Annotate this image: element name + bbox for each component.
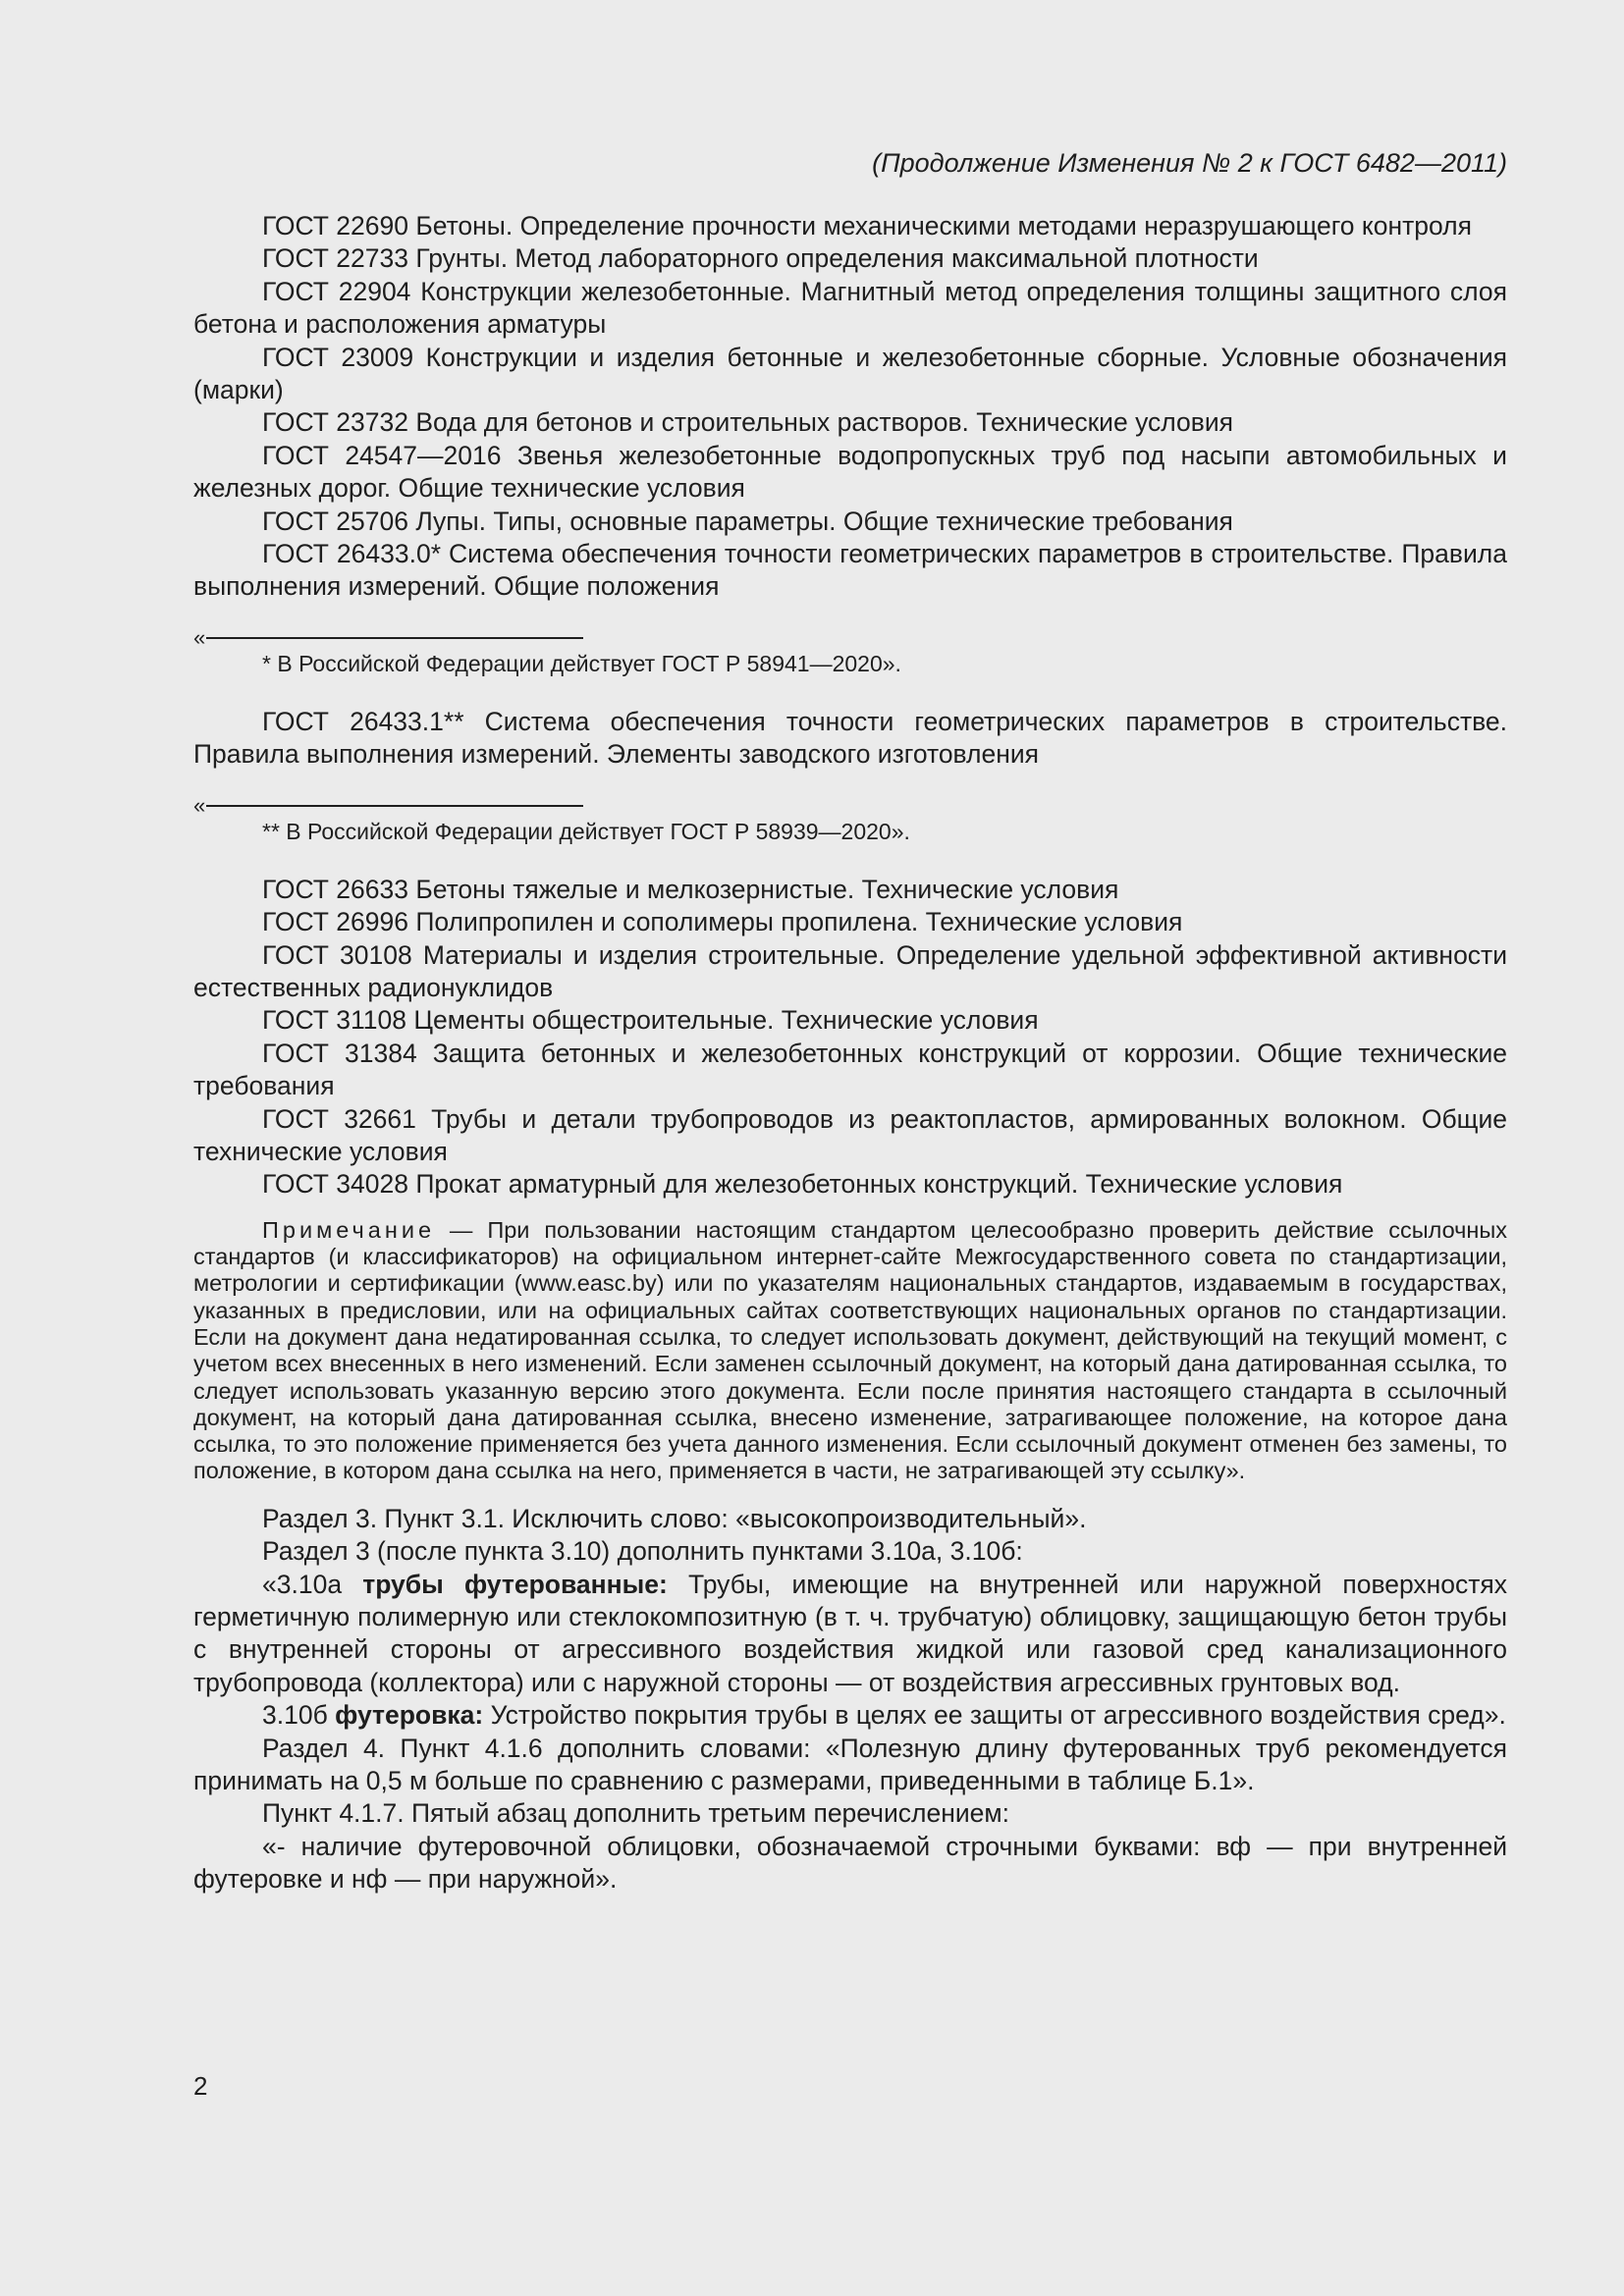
reference-gost-26996: ГОСТ 26996 Полипропилен и сополимеры пропилена. Технические условия (262, 907, 1183, 937)
references-group-3 (193, 874, 1507, 1201)
definition-text: Устройство покрытия трубы в целях ее защиты от агрессивного воздействия сред». (483, 1700, 1506, 1731)
definition-3-10a (193, 1569, 1507, 1700)
reference-gost-26433-1: ГОСТ 26433.1** Система обеспечения точности геометрических параметров в строительстве. Правила выполнения измерений. Элементы заводского изготовления (193, 706, 1507, 770)
page-number: 2 (193, 2071, 208, 2101)
reference-gost-32661: ГОСТ 32661 Трубы и детали трубопроводов из реактопластов, армированных волокном. Общие технические условия (193, 1103, 1507, 1166)
definition-3-10b (193, 1699, 1507, 1732)
continuation-header: (Продолжение Изменения № 2 к ГОСТ 6482—2011) (872, 148, 1507, 178)
item-4-1-7-text: «- наличие футеровочной облицовки, обозначаемой строчными буквами: вф — при внутренней футеровке и нф — при наружной». (193, 1831, 1507, 1895)
definition-term: трубы футерованные: (362, 1569, 668, 1599)
document-body (193, 210, 1507, 1896)
note-label: Примечание (262, 1216, 436, 1243)
reference-gost-31384: ГОСТ 31384 Защита бетонных и железобетонных конструкций от коррозии. Общие технические требования (193, 1038, 1507, 1101)
footnote-separator (193, 792, 1507, 818)
reference-gost-23732: ГОСТ 23732 Вода для бетонов и строительных растворов. Технические условия (262, 407, 1234, 438)
section3-item-change: Раздел 3. Пункт 3.1. Исключить слово: «высокопроизводительный». (262, 1503, 1087, 1533)
reference-gost-31108: ГОСТ 31108 Цементы общестроительные. Технические условия (262, 1005, 1039, 1036)
definition-text: Трубы, имеющие на внутренней или наружной поверхностях герметичную полимерную или стеклокомпозитную (в т. ч. трубчатую) облицовку, защищающую бетон трубы с внутренней стороны от агрессивного воздействия жидкой или газовой сред канализационного трубопровода (коллектора) или с наружной стороны — от воздействия агрессивных грунтовых вод. (193, 1569, 1508, 1697)
item-4-1-7-change: Пункт 4.1.7. Пятый абзац дополнить третьим перечислением: (262, 1798, 1009, 1829)
reference-gost-23009: ГОСТ 23009 Конструкции и изделия бетонные и железобетонные сборные. Условные обозначения (марки) (193, 342, 1507, 405)
note-block (193, 1217, 1507, 1485)
references-group-1 (193, 210, 1507, 604)
reference-gost-26433-0: ГОСТ 26433.0* Система обеспечения точности геометрических параметров в строительстве. Правила выполнения измерений. Общие положения (193, 539, 1507, 602)
footnote-2 (193, 792, 1507, 846)
footnote-text: * В Российской Федерации действует ГОСТ Р 58941—2020». (262, 650, 901, 676)
footnote-quote-mark: « (193, 792, 206, 818)
note-text: — При пользовании настоящим стандартом целесообразно проверить действие ссылочных стандартов (и классификаторов) на официальном интернет-сайте Межгосударственного совета по стандартизации, метрологии и сертификации (www.easc.by) или по указателям национальных стандартов, издаваемым в государствах, указанных в предисловии, или на официальных сайтах соответствующих национальных органов по стандартизации. Если на документ дана недатированная ссылка, то следует использовать документ, действующий на текущий момент, с учетом всех внесенных в него изменений. Если заменен ссылочный документ, на который дана датированная ссылка, то следует использовать указанную версию этого документа. Если после принятия настоящего стандарта в ссылочный документ, на который дана датированная ссылка, внесено изменение, затрагивающее положение, на которое дана ссылка, то это положение применяется без учета данного изменения. Если ссылочный документ отменен без замены, то положение, в котором дана ссылка на него, применяется в части, не затрагивающей эту ссылку». (193, 1216, 1507, 1484)
reference-gost-22904: ГОСТ 22904 Конструкции железобетонные. Магнитный метод определения толщины защитного слоя бетона и расположения арматуры (193, 276, 1507, 340)
reference-gost-22690: ГОСТ 22690 Бетоны. Определение прочности механическими методами неразрушающего контроля (262, 211, 1472, 240)
reference-gost-34028: ГОСТ 34028 Прокат арматурный для железобетонных конструкций. Технические условия (262, 1169, 1343, 1200)
footnote-separator (193, 624, 1507, 650)
reference-gost-22733: ГОСТ 22733 Грунты. Метод лабораторного определения максимальной плотности (262, 243, 1259, 274)
reference-gost-30108: ГОСТ 30108 Материалы и изделия строительные. Определение удельной эффективной активности естественных радионуклидов (193, 939, 1507, 1002)
references-group-2 (193, 706, 1507, 772)
note-paragraph (193, 1217, 1507, 1485)
definition-term: футеровка: (335, 1700, 484, 1731)
footnote-rule (206, 805, 583, 807)
amendments (193, 1503, 1507, 1896)
reference-gost-26633: ГОСТ 26633 Бетоны тяжелые и мелкозернистые. Технические условия (262, 874, 1119, 904)
footnote-rule (206, 637, 583, 639)
footnote-quote-mark: « (193, 624, 206, 650)
footnote-text: ** В Российской Федерации действует ГОСТ Р 58939—2020». (262, 818, 910, 844)
reference-gost-24547: ГОСТ 24547—2016 Звенья железобетонные водопропускных труб под насыпи автомобильных и железных дорог. Общие технические условия (193, 440, 1507, 504)
section4-item-change: Раздел 4. Пункт 4.1.6 дополнить словами: «Полезную длину футерованных труб рекомендуется принимать на 0,5 м больше по сравнению с размерами, приведенными в таблице Б.1». (193, 1733, 1507, 1795)
definition-number: 3.10б (262, 1700, 336, 1731)
definition-number: «3.10а (262, 1569, 363, 1599)
footnote-1 (193, 624, 1507, 678)
section3-addition: Раздел 3 (после пункта 3.10) дополнить пунктами 3.10а, 3.10б: (262, 1536, 1023, 1567)
reference-gost-25706: ГОСТ 25706 Лупы. Типы, основные параметры. Общие технические требования (262, 506, 1233, 536)
